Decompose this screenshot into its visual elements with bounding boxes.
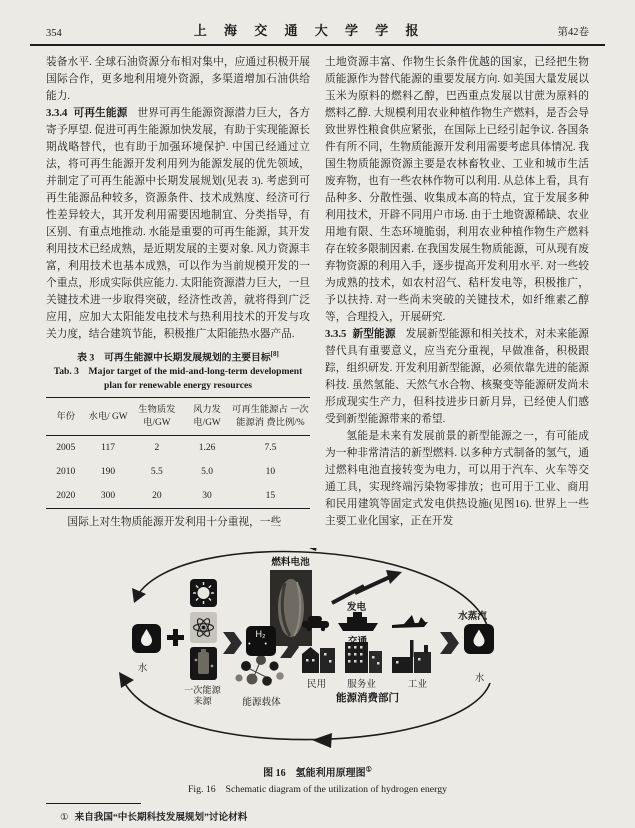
figure-caption — [30, 764, 605, 795]
cell: 2 — [154, 442, 160, 453]
col-header-year: 年份 — [46, 398, 86, 436]
plane-icon — [392, 615, 428, 628]
cell: 20 — [152, 490, 162, 501]
h2-carrier-chip — [246, 626, 276, 656]
footnote — [46, 803, 605, 823]
flow-arrow-1 — [223, 632, 242, 654]
caption-reference: ① — [365, 765, 372, 774]
col-header-wind: 风力发 电/GW — [183, 398, 231, 436]
footnote-rule — [46, 803, 141, 804]
renewable-energy-table — [46, 397, 310, 509]
cell: 30 — [202, 490, 212, 501]
figure-16-diagram — [40, 548, 600, 762]
page-number: 354 — [46, 28, 62, 39]
footnote-text: ① 来自我国“中长期科技发展规划”讨论材料 — [60, 812, 248, 823]
generation-label: 发电 — [346, 602, 367, 613]
caption-zh: 图 16 氢能利用原理图① — [263, 765, 372, 779]
page-header — [30, 16, 605, 46]
ship-icon — [338, 612, 378, 631]
cell: 300 — [100, 490, 116, 501]
section-body: 发展新型能源和相关技术，对未来能源替代具有重要意义，应当充分重视，早做准备，积极跟踪，组织研发. 开发利用新型能源，必须依靠先进的能源科技. 虽然氢能、天然气水合物、核聚变等能源研发尚未形成现实生产力，但科技进步日新月异，已经使人们感受到新型能源带来的希望. — [325, 328, 589, 425]
cell: 2020 — [56, 490, 76, 501]
col-header-share: 可再生能源占 一次能源消 费比例/% — [231, 398, 310, 436]
section-3-3-5 — [325, 326, 589, 428]
paragraph: 装备水平. 全球石油资源分布相对集中，应通过积极开展国际合作，更多地利用境外资源，多渠道增加石油供给能力. — [46, 56, 310, 102]
cell: 1.26 — [198, 442, 216, 453]
services-label: 服务业 — [347, 679, 376, 690]
industry-label: 工业 — [407, 679, 428, 690]
industry-buildings-icon — [392, 640, 431, 673]
table-title-en-line2: plan for renewable energy resources — [104, 379, 252, 391]
primary-source-label: 一次能源 来源 — [184, 685, 221, 706]
cell: 2005 — [56, 442, 76, 453]
flow-arrow-3 — [440, 632, 459, 654]
cell: 190 — [100, 466, 116, 477]
fuel-cell-icon — [270, 570, 312, 646]
steam-label: 水蒸汽 — [458, 611, 487, 622]
journal-title: 上 海 交 通 大 学 学 报 — [193, 23, 426, 38]
left-column — [46, 54, 310, 546]
cell: 10 — [265, 466, 276, 477]
residential-label: 民用 — [306, 679, 327, 690]
lightning-arrow-icon — [332, 570, 402, 603]
table-row — [46, 436, 310, 461]
table-title-en-line1: Tab. 3 Major target of the mid-and-long-term development — [53, 366, 303, 378]
biomass-icon — [190, 647, 217, 680]
sun-icon — [190, 579, 217, 607]
water-icon-left — [132, 624, 161, 653]
section-body: 世界可再生能源资源潜力巨大，各方寄予厚望. 促进可再生能源加快发展，有助于实现能源长期战略替代，也有助于加强环境保护. 中国已经通过立法，将可再生能源开发利用列为能源发展的优先领域，并制定了可再生能源中长期发展规划(见表 3). 考虑到可再生能源品种较多，资源条件、技术成熟度、经济可行性差异较大，其开发利用需要因地制宜、分类指导，有区别、有重点地推动. 水能是重要的可再生能源，其开发利用技术已经成熟，是近期发展的主要对象. 风力资源丰富，利用技术也基本成熟，可以作为当前规模开发的一个重点，形成实际供应能力. 太阳能资源潜力巨大，一旦关键技术进一步取得突破，经济性改善，就将得到广泛应用，应加大太阳能发电技术与热利用技术的开发与攻关力度，结合建筑节能，积极推广太阳能热水器产品. — [46, 107, 310, 340]
carrier-label: 能源载体 — [242, 697, 281, 708]
water-icon-right — [464, 624, 494, 654]
cell: 5.0 — [201, 466, 213, 477]
cell: 5.5 — [150, 466, 163, 477]
cell: 117 — [101, 442, 115, 453]
arrowhead-top-left — [132, 588, 146, 603]
section-number: 3.3.5 — [325, 328, 347, 340]
paragraph: 土地资源丰富、作物生长条件优越的国家，已经把生物质能源作为替代能源的重要发展方向. 如美国大量发展以玉米为原料的燃料乙醇，巴西重点发展以甘蔗为原料的燃料乙醇. 大规模利用农业种植作物生产燃料，是否会导致世界性粮食供应紧张，在国际上已经引起争议. 各国条件有所不同，生物质能源开发利用需要考虑具体情况. 我国生物质能源资源主要是农林畜牧业、工业和城市生活废弃物，也有一些农林作物可以利用. 从总体上看，具有品种多、分散性强、收集成本高的特点，宜于发展多种利用技术，开辟不同用户市场. 由于土地资源稀缺、农业用地有限、生态环境脆弱，利用农业种植作物生产燃料存在较多限制因素. 在我国发展生物质能源，可从现有废弃物资源的利用入手，逐步提高开发利用水平. 对一些较为成熟的技术，如农村沼气、秸杆发电等，积极推广，予以扶持. 对一些尚未突破的关键技术，如纤维素乙醇等，合理投入，开展研究. — [325, 56, 589, 323]
table-header-row — [46, 398, 310, 436]
paragraph: 国际上对生物质能源开发利用十分重视，一些 — [67, 516, 282, 529]
h2-label: H₂ — [255, 629, 266, 639]
cell: 2010 — [56, 466, 76, 477]
table-3-block — [46, 347, 310, 509]
transport-label: 交通 — [347, 636, 368, 647]
table-row — [46, 484, 310, 509]
table-row — [46, 460, 310, 484]
figure-graphics — [40, 548, 600, 762]
atom-icon — [190, 612, 217, 643]
arrowhead-top-mid — [302, 548, 318, 551]
paragraph: 氢能是未来有发展前景的新型能源之一，有可能成为一种非常清洁的新型燃料. 以多种方式制备的氢气，通过燃料电池直接转变为电力，可以用于汽车、火车等交通工具，实现终端污染物零排放；也可用于工业、商用和民用建筑等固定式发电供热设施(见图16). 世界上一些主要工业化国家，正在开发 — [325, 430, 589, 527]
table-title-reference: [8] — [270, 350, 279, 358]
cell: 7.5 — [264, 442, 277, 453]
volume-label: 第42卷 — [557, 27, 589, 38]
water-right-label: 水 — [474, 673, 485, 684]
section-3-3-4 — [46, 105, 310, 343]
arrowhead-bottom-mid — [312, 733, 332, 748]
residential-buildings-icon — [302, 647, 335, 673]
text-columns — [30, 46, 605, 546]
cycle-arc-bottom — [124, 682, 490, 740]
section-number: 3.3.4 — [46, 107, 68, 119]
col-header-biomass: 生物质发 电/GW — [130, 398, 183, 436]
h2-chip-dots: • • — [248, 641, 273, 648]
plus-icon — [167, 629, 184, 646]
water-left-label: 水 — [137, 663, 148, 674]
hydrogen-molecules-icon — [235, 655, 283, 686]
caption-en: Fig. 16 Schematic diagram of the utilization of hydrogen energy — [187, 784, 448, 795]
right-column — [325, 54, 589, 546]
cell: 15 — [265, 490, 276, 501]
section-title: 新型能源 — [352, 328, 396, 340]
table-title-zh: 表 3 可再生能源中长期发展规划的主要目标[8] — [77, 350, 279, 364]
col-header-hydro: 水电/ GW — [86, 398, 131, 436]
sectors-label: 能源消费部门 — [336, 693, 399, 704]
section-title: 可再生能源 — [73, 107, 128, 119]
fuel-cell-label: 燃料电池 — [271, 557, 310, 568]
footnote-marker: ① — [60, 812, 69, 823]
